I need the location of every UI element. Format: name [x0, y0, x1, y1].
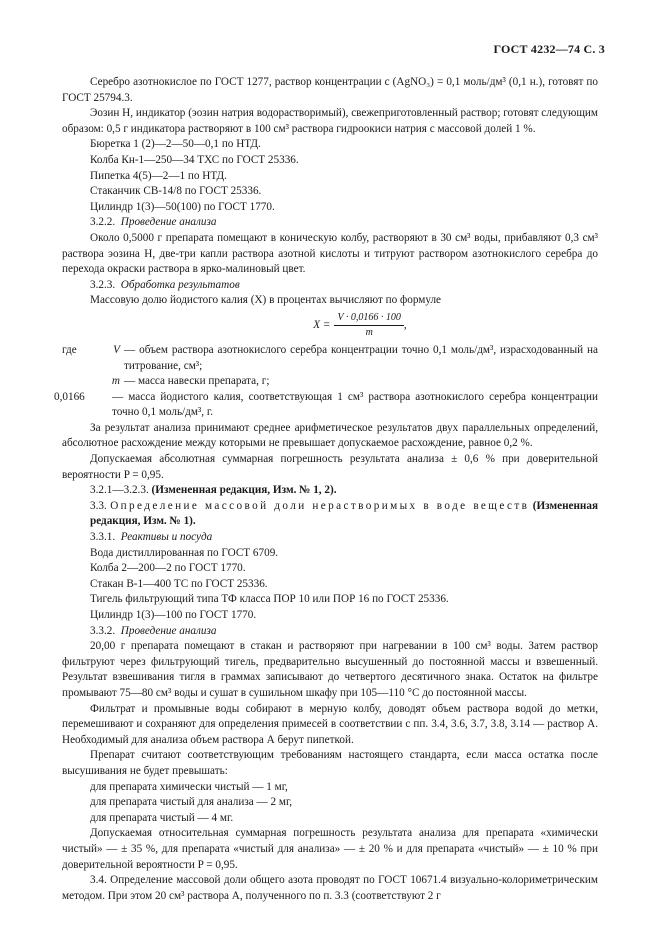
list-item: для препарата чистый для анализа — 2 мг, — [90, 796, 293, 809]
list-item: Вода дистиллированная по ГОСТ 6709. — [90, 546, 279, 559]
legend-row — [62, 374, 598, 390]
section-number: 3.3.2. — [90, 624, 116, 637]
formula-lhs: X = — [313, 319, 331, 332]
paragraph: Около 0,5000 г препарата помещают в коническую колбу, растворяют в 30 см³ воды, прибавляют 0,3 см³ раствора эозина Н, две-три капли раствора азотной кислоты и титруют раствором азотнокислого серебра до перехода окраски раствора в ярко-малиновый цвет. — [62, 231, 598, 276]
paragraph: 3.4. Определение массовой доли общего азота проводят по ГОСТ 10671.4 визуально-колориметрическим методом. При этом 20 см³ раствора А, полученного по п. 3.3 (соответствуют 2 г — [62, 874, 598, 902]
section-range: 3.2.1—3.2.3. — [90, 484, 149, 497]
section-heading — [62, 530, 598, 546]
legend-key: где — [62, 343, 77, 356]
paragraph: Массовую долю йодистого калия (X) в процентах вычисляют по формуле — [90, 294, 442, 307]
section-title: Обработка результатов — [120, 278, 240, 291]
section-number: 3.2.2. — [90, 216, 116, 229]
page-header: ГОСТ 4232—74 С. 3 — [493, 42, 605, 56]
paragraph: Серебро азотнокислое по ГОСТ 1277, раствор концентрации c (AgNO₃) = 0,1 моль/дм³ (0,1 н.), готовят по ГОСТ 25794.3. — [62, 76, 598, 104]
legend-row — [54, 390, 598, 421]
formula — [122, 309, 598, 343]
formula-fraction — [334, 312, 403, 339]
section-title: Проведение анализа — [120, 624, 217, 637]
list-item: Тигель фильтрующий типа ТФ класса ПОР 10 или ПОР 16 по ГОСТ 25336. — [90, 593, 449, 606]
list-item: для препарата чистый — 4 мг. — [90, 811, 234, 824]
legend-symbol: 0,0166 — [54, 390, 85, 403]
amendment-text: (Измененная редакция, Изм. № 1, 2). — [151, 484, 337, 497]
list-item: Пипетка 4(5)—2—1 по НТД. — [90, 169, 227, 182]
formula-numerator: V · 0,0166 · 100 — [334, 312, 403, 326]
section-title: Определение массовой доли нерастворимых в воде веществ — [110, 499, 530, 512]
list-item: Цилиндр 1(3)—50(100) по ГОСТ 1770. — [90, 200, 275, 213]
section-number: 3.3. — [90, 499, 107, 512]
list-item: Стакан В-1—400 ТС по ГОСТ 25336. — [90, 577, 268, 590]
list-item: Колба Кн-1—250—34 ТХС по ГОСТ 25336. — [90, 153, 299, 166]
paragraph: Препарат считают соответствующим требованиям настоящего стандарта, если масса остатка после высушивания не будет превышать: — [62, 749, 598, 777]
legend-text: — масса йодистого калия, соответствующая 1 см³ раствора азотнокислого серебра концентрации точно 0,1 моль/дм³, г. — [112, 390, 598, 419]
legend-row — [62, 343, 598, 374]
section-heading — [62, 499, 598, 530]
paragraph: Фильтрат и промывные воды собирают в мерную колбу, доводят объем раствора водой до метки, перемешивают и сохраняют для определения примесей в соответствии с пп. 3.4, 3.6, 3.7, 3.8, 3.14 — раствор А. Необходимый для анализа объем раствора А берут пипеткой. — [62, 702, 598, 746]
section-heading — [62, 278, 598, 294]
paragraph: За результат анализа принимают среднее арифметическое результатов двух параллельных определений, абсолютное расхождение между которыми не превышает допускаемое расхождение, равное 0,2 %. — [62, 421, 598, 450]
section-number: 3.2.3. — [90, 278, 116, 291]
paragraph: Допускаемая абсолютная суммарная погрешность результата анализа ± 0,6 % при доверительной вероятности P = 0,95. — [62, 453, 598, 481]
document-body — [54, 75, 599, 904]
list-item: Цилиндр 1(3)—100 по ГОСТ 1770. — [90, 609, 257, 621]
legend-symbol: V — [113, 343, 120, 356]
amendment-text: (Измененная редакция, Изм. № 1). — [90, 499, 599, 528]
amendment-note — [62, 483, 598, 499]
section-title: Проведение анализа — [120, 216, 217, 229]
list-item: Бюретка 1 (2)—2—50—0,1 по НТД. — [90, 138, 261, 151]
list-item: Стаканчик СВ-14/8 по ГОСТ 25336. — [90, 185, 262, 198]
legend-text: — объем раствора азотнокислого серебра концентрации точно 0,1 моль/дм³, израсходованный на титрование, см³; — [124, 343, 598, 372]
section-heading — [62, 215, 598, 231]
paragraph: 20,00 г препарата помещают в стакан и растворяют при нагревании в 100 см³ воды. Затем раствор фильтруют через фильтрующий тигель, предварительно высушенный до постоянной массы и взвешенный. Результат взвешивания тигля в граммах записывают до четвертого десятичного знака. Остаток на фильтре промывают 75—80 см³ воды и сушат в сушильном шкафу при 105—110 °С до постоянной массы. — [62, 640, 598, 699]
formula-tail: , — [403, 319, 407, 332]
section-heading — [62, 624, 598, 640]
paragraph: Допускаемая относительная суммарная погрешность результата анализа для препарата «химически чистый» — ± 35 %, для препарата «чистый для анализа» — ± 20 % и для препарата «чистый» — ± 10 % при доверительной вероятности P = 0,95. — [62, 827, 598, 871]
legend-symbol: m — [111, 375, 120, 388]
list-item: Колба 2—200—2 по ГОСТ 1770. — [90, 562, 246, 575]
paragraph: Эозин Н, индикатор (эозин натрия водорастворимый), свежеприготовленный раствор; готовят следующим образом: 0,5 г индикатора растворяют в 100 см³ раствора гидроокиси натрия с массовой долей 1 %. — [62, 107, 598, 135]
list-item: для препарата химически чистый — 1 мг, — [90, 780, 288, 793]
section-number: 3.3.1. — [90, 531, 116, 544]
section-title: Реактивы и посуда — [120, 531, 213, 544]
formula-denominator: m — [365, 327, 373, 339]
legend-text: — масса навески препарата, г; — [124, 375, 270, 388]
